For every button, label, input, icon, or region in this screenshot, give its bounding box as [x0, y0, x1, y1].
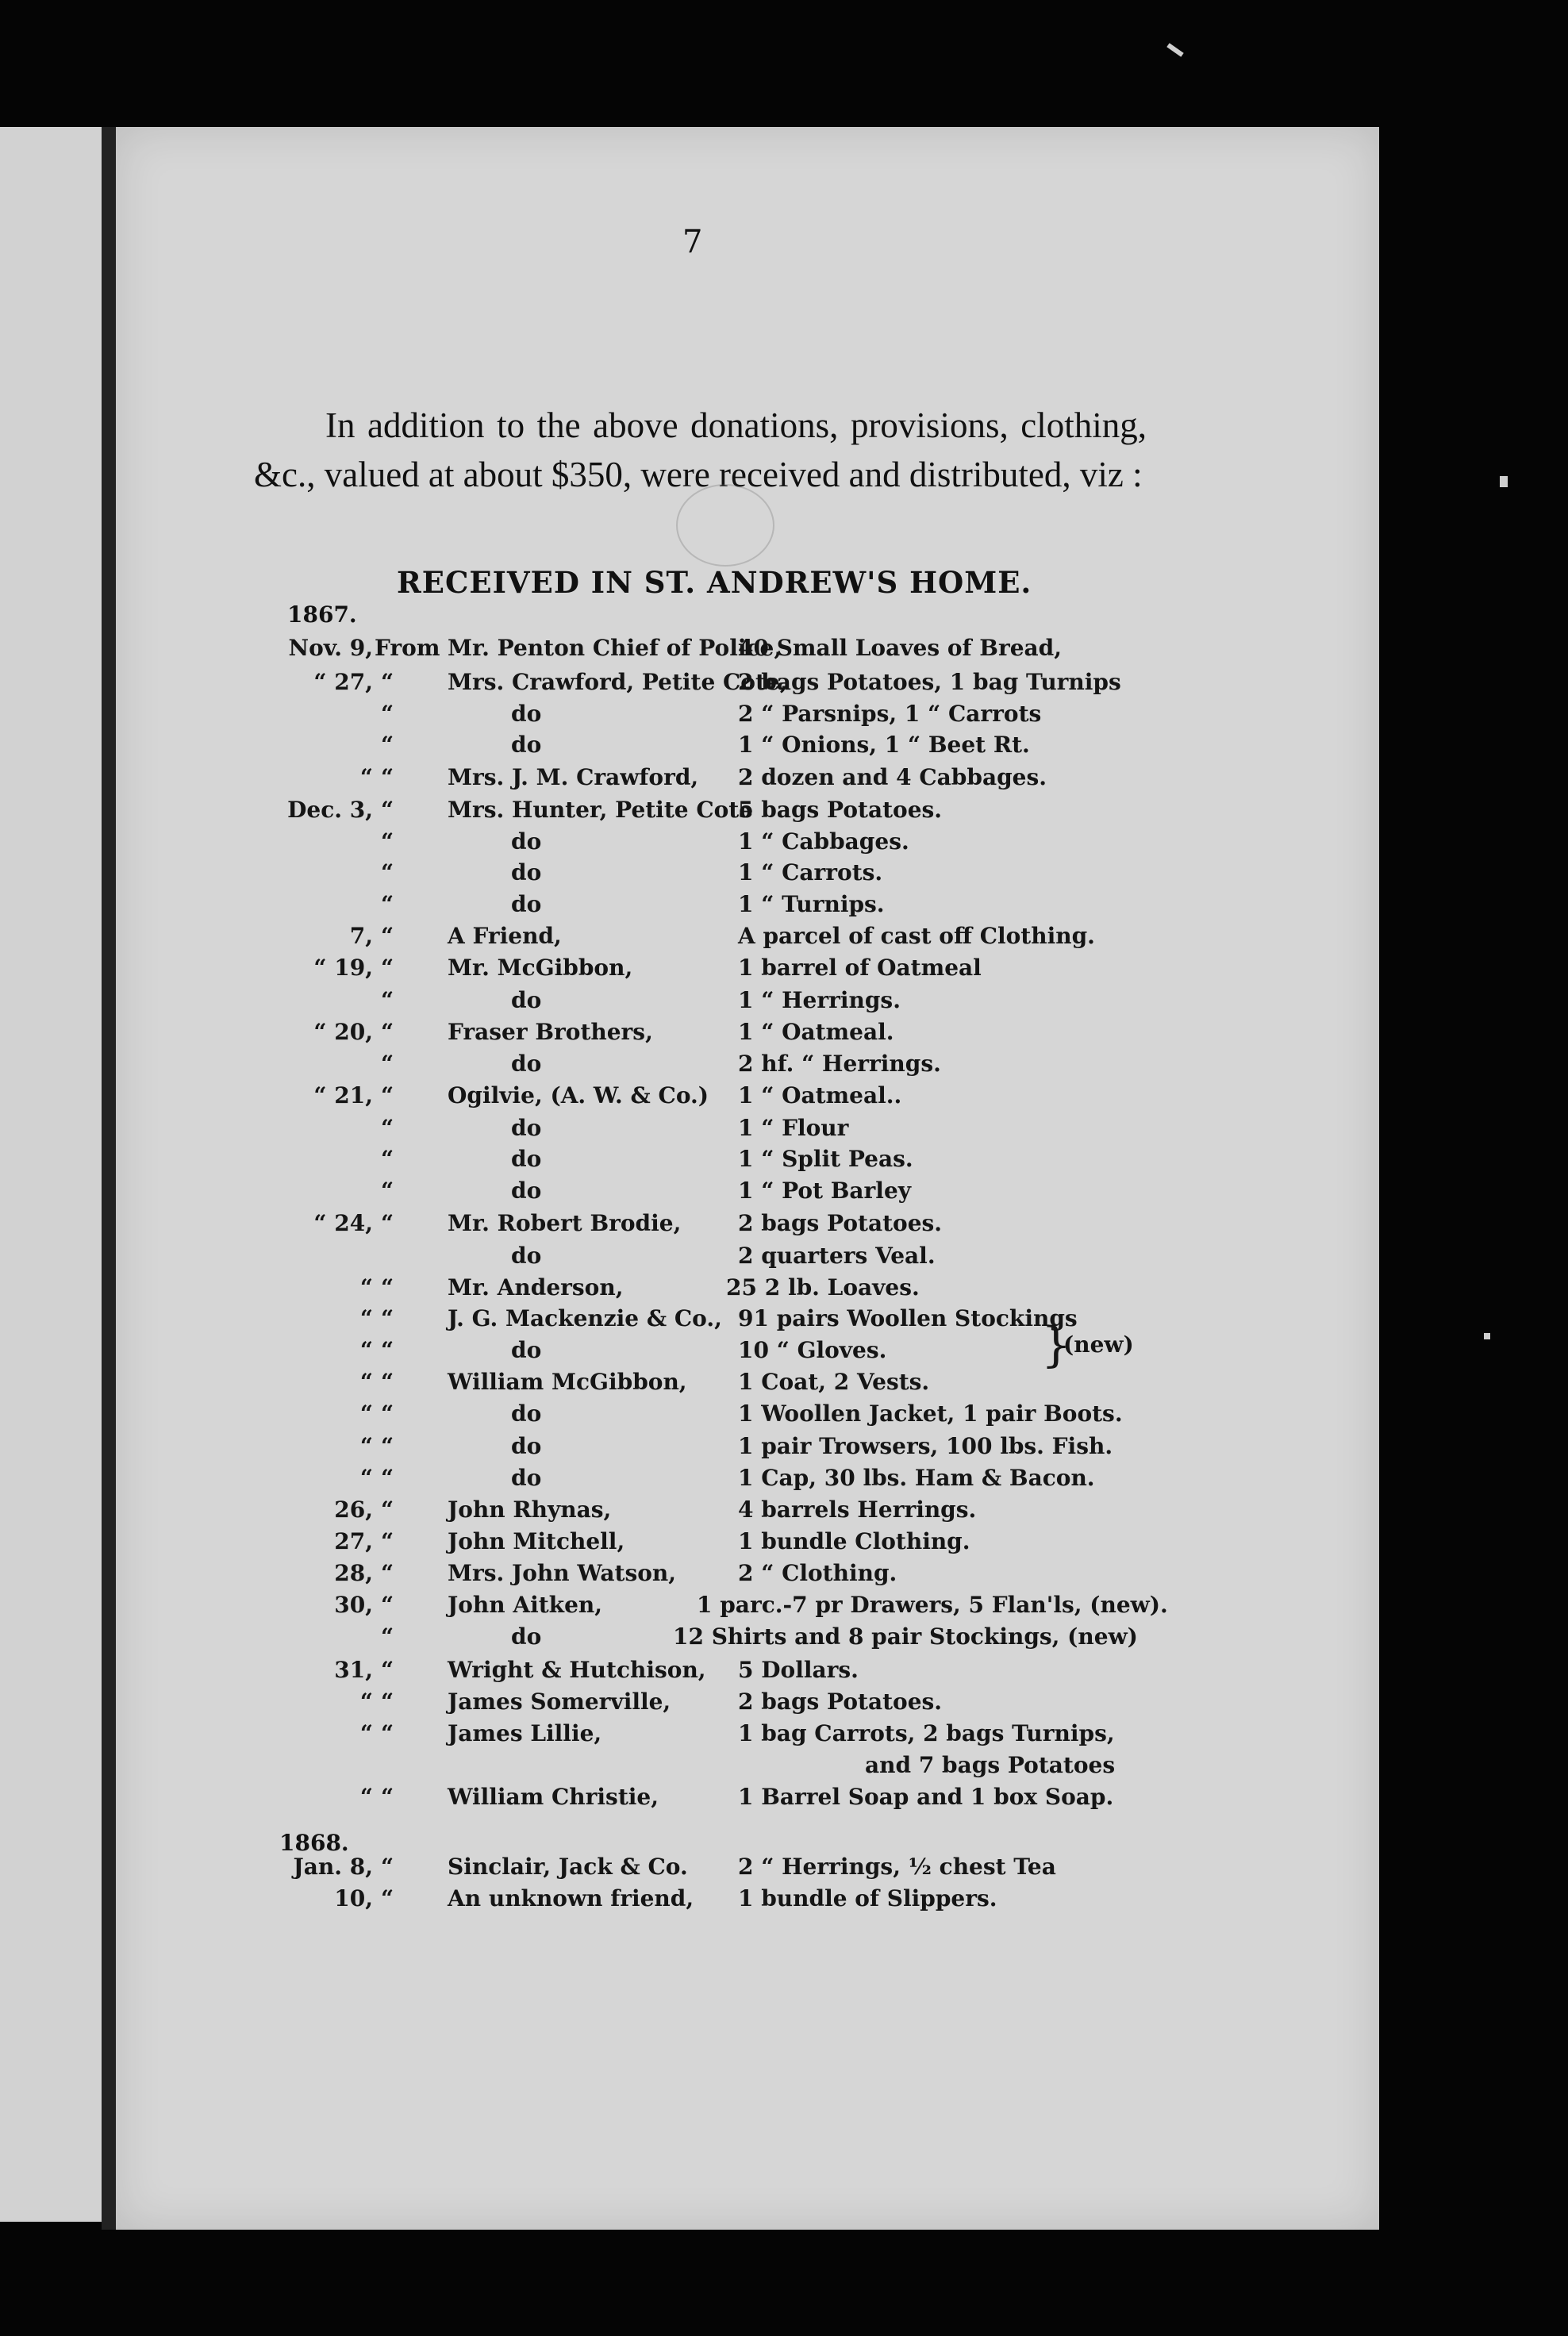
year-label: 1867.: [287, 601, 357, 628]
dust-speck: [1166, 43, 1183, 57]
row-items: 1 pair Trowsers, 100 lbs. Fish.: [738, 1433, 1113, 1459]
row-date: “: [359, 1784, 373, 1810]
table-row: [0, 1854, 1568, 1885]
row-date: “: [359, 764, 373, 790]
table-row: [0, 764, 1568, 796]
row-date: “ 20,: [313, 1019, 373, 1045]
row-items: 1 “ Split Peas.: [738, 1146, 913, 1172]
row-from: “: [381, 1400, 394, 1427]
row-donor: do: [511, 1115, 542, 1141]
row-from: “: [381, 1082, 394, 1108]
row-from: “: [381, 1592, 394, 1618]
table-row: [0, 1592, 1568, 1623]
row-from: “: [381, 1146, 394, 1172]
row-from: “: [381, 1115, 394, 1141]
row-items: 12 Shirts and 8 pair Stockings, (new): [673, 1623, 1138, 1650]
row-donor: James Somerville,: [448, 1689, 671, 1715]
row-items: 1 “ Pot Barley: [738, 1178, 912, 1204]
row-items: 10 “ Gloves.: [738, 1337, 887, 1363]
page-number: 7: [682, 224, 703, 260]
row-items: 1 “ Carrots.: [738, 859, 883, 886]
table-row: [0, 1465, 1568, 1496]
row-items: 2 “ Parsnips, 1 “ Carrots: [738, 701, 1042, 727]
table-row: [0, 1689, 1568, 1720]
row-date: 7,: [349, 923, 373, 949]
row-donor: do: [511, 859, 542, 886]
table-row: [0, 1433, 1568, 1465]
row-from: “: [381, 987, 394, 1013]
row-from: “: [381, 1720, 394, 1746]
row-items: 1 Cap, 30 lbs. Ham & Bacon.: [738, 1465, 1095, 1491]
row-items: 5 bags Potatoes.: [738, 797, 943, 823]
table-row: [0, 1720, 1568, 1752]
row-donor: William McGibbon,: [448, 1369, 687, 1395]
row-from: “: [381, 1305, 394, 1331]
row-items: 2 bags Potatoes, 1 bag Turnips: [738, 669, 1121, 695]
row-from: “: [381, 1274, 394, 1301]
row-items: 1 “ Oatmeal.: [738, 1019, 894, 1045]
row-donor: Mrs. Crawford, Petite Cote,: [448, 669, 788, 695]
row-from: “: [381, 859, 394, 886]
row-date: 30,: [334, 1592, 373, 1618]
row-date: 31,: [334, 1657, 373, 1683]
row-from: “: [381, 669, 394, 695]
row-date: “: [359, 1305, 373, 1331]
row-from: “: [381, 1885, 394, 1911]
table-row: [0, 891, 1568, 923]
row-from: From: [375, 635, 440, 661]
row-items: 2 bags Potatoes.: [738, 1689, 943, 1715]
row-items: 1 parc.-7 pr Drawers, 5 Flan'ls, (new).: [697, 1592, 1168, 1618]
table-row: [0, 1623, 1568, 1655]
row-date: Nov. 9,: [288, 635, 373, 661]
table-row: [0, 1369, 1568, 1400]
row-from: “: [381, 955, 394, 981]
row-donor: Mrs. John Watson,: [448, 1560, 677, 1586]
row-from: “: [381, 828, 394, 855]
row-from: “: [381, 1560, 394, 1586]
year-label: 1868.: [279, 1830, 349, 1856]
row-date: Dec. 3,: [287, 797, 373, 823]
table-row: [0, 1784, 1568, 1815]
row-date: “: [359, 1720, 373, 1746]
row-donor: do: [511, 701, 542, 727]
row-date: “ 24,: [313, 1210, 373, 1236]
row-items: 2 “ Clothing.: [738, 1560, 897, 1586]
row-items: 1 bag Carrots, 2 bags Turnips,: [738, 1720, 1115, 1746]
row-date: “: [359, 1337, 373, 1363]
row-donor: do: [511, 1178, 542, 1204]
brace-mark: }: [1041, 1317, 1072, 1373]
table-row: [0, 1752, 1568, 1784]
row-date: Jan. 8,: [293, 1854, 373, 1880]
row-from: “: [381, 1210, 394, 1236]
table-row: [0, 732, 1568, 763]
row-from: “: [381, 891, 394, 917]
table-row: [0, 1560, 1568, 1592]
table-row: [0, 1051, 1568, 1082]
table-row: [0, 923, 1568, 955]
row-from: “: [381, 1657, 394, 1683]
row-from: “: [381, 1496, 394, 1523]
row-donor: William Christie,: [448, 1784, 659, 1810]
row-donor: Fraser Brothers,: [448, 1019, 653, 1045]
row-items: 1 Barrel Soap and 1 box Soap.: [738, 1784, 1114, 1810]
row-date: “: [359, 1689, 373, 1715]
row-date: 27,: [334, 1528, 373, 1554]
row-donor: Ogilvie, (A. W. & Co.): [448, 1082, 709, 1108]
row-date: “: [359, 1369, 373, 1395]
row-donor: do: [511, 1243, 542, 1269]
table-row: [0, 1082, 1568, 1114]
table-row: [0, 1178, 1568, 1209]
row-donor: John Aitken,: [448, 1592, 603, 1618]
row-donor: A Friend,: [448, 923, 562, 949]
table-row: [0, 1657, 1568, 1689]
row-date: 10,: [334, 1885, 373, 1911]
row-donor: Mr. Penton Chief of Police,: [448, 635, 782, 661]
table-row: [0, 955, 1568, 986]
row-date: “ 21,: [313, 1082, 373, 1108]
row-items: 1 bundle Clothing.: [738, 1528, 970, 1554]
table-row: [0, 1305, 1568, 1337]
row-donor: Wright & Hutchison,: [448, 1657, 706, 1683]
row-items: 4 barrels Herrings.: [738, 1496, 977, 1523]
row-from: “: [381, 797, 394, 823]
row-donor: Mrs. J. M. Crawford,: [448, 764, 699, 790]
row-items: and 7 bags Potatoes: [865, 1752, 1116, 1778]
row-donor: do: [511, 732, 542, 758]
row-from: “: [381, 1019, 394, 1045]
dust-speck: [1500, 476, 1508, 487]
row-from: “: [381, 1369, 394, 1395]
row-items: 1 “ Onions, 1 “ Beet Rt.: [738, 732, 1030, 758]
table-row: [0, 1243, 1568, 1274]
row-items: 1 “ Flour: [738, 1115, 849, 1141]
table-row: [0, 1274, 1568, 1306]
row-donor: James Lillie,: [448, 1720, 602, 1746]
row-items: 2 “ Herrings, ½ chest Tea: [738, 1854, 1056, 1880]
row-donor: do: [511, 891, 542, 917]
table-row: [0, 1146, 1568, 1178]
row-date: “: [359, 1433, 373, 1459]
table-row: [0, 797, 1568, 828]
table-row: [0, 1885, 1568, 1917]
row-donor: Mr. McGibbon,: [448, 955, 633, 981]
row-date: “: [359, 1274, 373, 1301]
row-donor: do: [511, 828, 542, 855]
row-donor: J. G. Mackenzie & Co.,: [448, 1305, 722, 1331]
row-items: 91 pairs Woollen Stockings: [738, 1305, 1078, 1331]
table-row: [0, 1496, 1568, 1528]
row-items: 5 Dollars.: [738, 1657, 859, 1683]
row-items: 25 2 lb. Loaves.: [726, 1274, 920, 1301]
table-row: [0, 1210, 1568, 1242]
table-row: [0, 828, 1568, 860]
row-items: 1 Woollen Jacket, 1 pair Boots.: [738, 1400, 1123, 1427]
row-from: “: [381, 732, 394, 758]
row-items: 40 Small Loaves of Bread,: [738, 635, 1062, 661]
row-donor: Mr. Robert Brodie,: [448, 1210, 682, 1236]
row-items: 2 dozen and 4 Cabbages.: [738, 764, 1047, 790]
table-row: [0, 1337, 1568, 1369]
row-from: “: [381, 1433, 394, 1459]
row-from: “: [381, 923, 394, 949]
row-items: 1 “ Herrings.: [738, 987, 901, 1013]
row-from: “: [381, 1178, 394, 1204]
row-items: 1 “ Turnips.: [738, 891, 885, 917]
table-row: [0, 701, 1568, 732]
row-items: 2 quarters Veal.: [738, 1243, 936, 1269]
row-from: “: [381, 764, 394, 790]
row-donor: John Mitchell,: [448, 1528, 625, 1554]
table-row: [0, 635, 1568, 667]
row-from: “: [381, 1784, 394, 1810]
row-from: “: [381, 1854, 394, 1880]
table-row: [0, 1400, 1568, 1432]
row-from: “: [381, 1337, 394, 1363]
section-heading: RECEIVED IN ST. ANDREW'S HOME.: [397, 565, 1032, 600]
row-items: 1 Coat, 2 Vests.: [738, 1369, 930, 1395]
row-items: A parcel of cast off Clothing.: [738, 923, 1095, 949]
row-date: “ 19,: [313, 955, 373, 981]
row-items: 2 bags Potatoes.: [738, 1210, 943, 1236]
row-items: 1 bundle of Slippers.: [738, 1885, 997, 1911]
row-donor: do: [511, 1337, 542, 1363]
table-row: [0, 1528, 1568, 1560]
library-stamp: [676, 484, 774, 567]
row-from: “: [381, 1051, 394, 1077]
row-donor: do: [511, 1623, 542, 1650]
row-donor: An unknown friend,: [448, 1885, 694, 1911]
row-date: “ 27,: [313, 669, 373, 695]
intro-paragraph: In addition to the above donations, provisions, clothing, &c., valued at about $350, were received and distributed, viz :: [254, 405, 1147, 494]
row-donor: John Rhynas,: [448, 1496, 612, 1523]
row-date: “: [359, 1400, 373, 1427]
row-donor: do: [511, 1433, 542, 1459]
row-items: 1 barrel of Oatmeal: [738, 955, 982, 981]
row-date: 26,: [334, 1496, 373, 1523]
row-items: 1 “ Oatmeal..: [738, 1082, 902, 1108]
table-row: [0, 987, 1568, 1019]
table-row: [0, 859, 1568, 891]
row-donor: Sinclair, Jack & Co.: [448, 1854, 688, 1880]
row-donor: do: [511, 1051, 542, 1077]
row-date: “: [359, 1465, 373, 1491]
row-from: “: [381, 1528, 394, 1554]
row-from: “: [381, 1623, 394, 1650]
table-row: [0, 1019, 1568, 1051]
row-from: “: [381, 701, 394, 727]
row-donor: do: [511, 1465, 542, 1491]
table-row: [0, 1115, 1568, 1147]
row-items: 2 hf. “ Herrings.: [738, 1051, 941, 1077]
row-donor: Mrs. Hunter, Petite Cote: [448, 797, 754, 823]
brace-note: (new): [1063, 1331, 1134, 1358]
row-donor: do: [511, 987, 542, 1013]
row-donor: do: [511, 1400, 542, 1427]
row-donor: Mr. Anderson,: [448, 1274, 624, 1301]
row-date: 28,: [334, 1560, 373, 1586]
row-donor: do: [511, 1146, 542, 1172]
row-items: 1 “ Cabbages.: [738, 828, 909, 855]
row-from: “: [381, 1465, 394, 1491]
table-row: [0, 669, 1568, 701]
row-from: “: [381, 1689, 394, 1715]
